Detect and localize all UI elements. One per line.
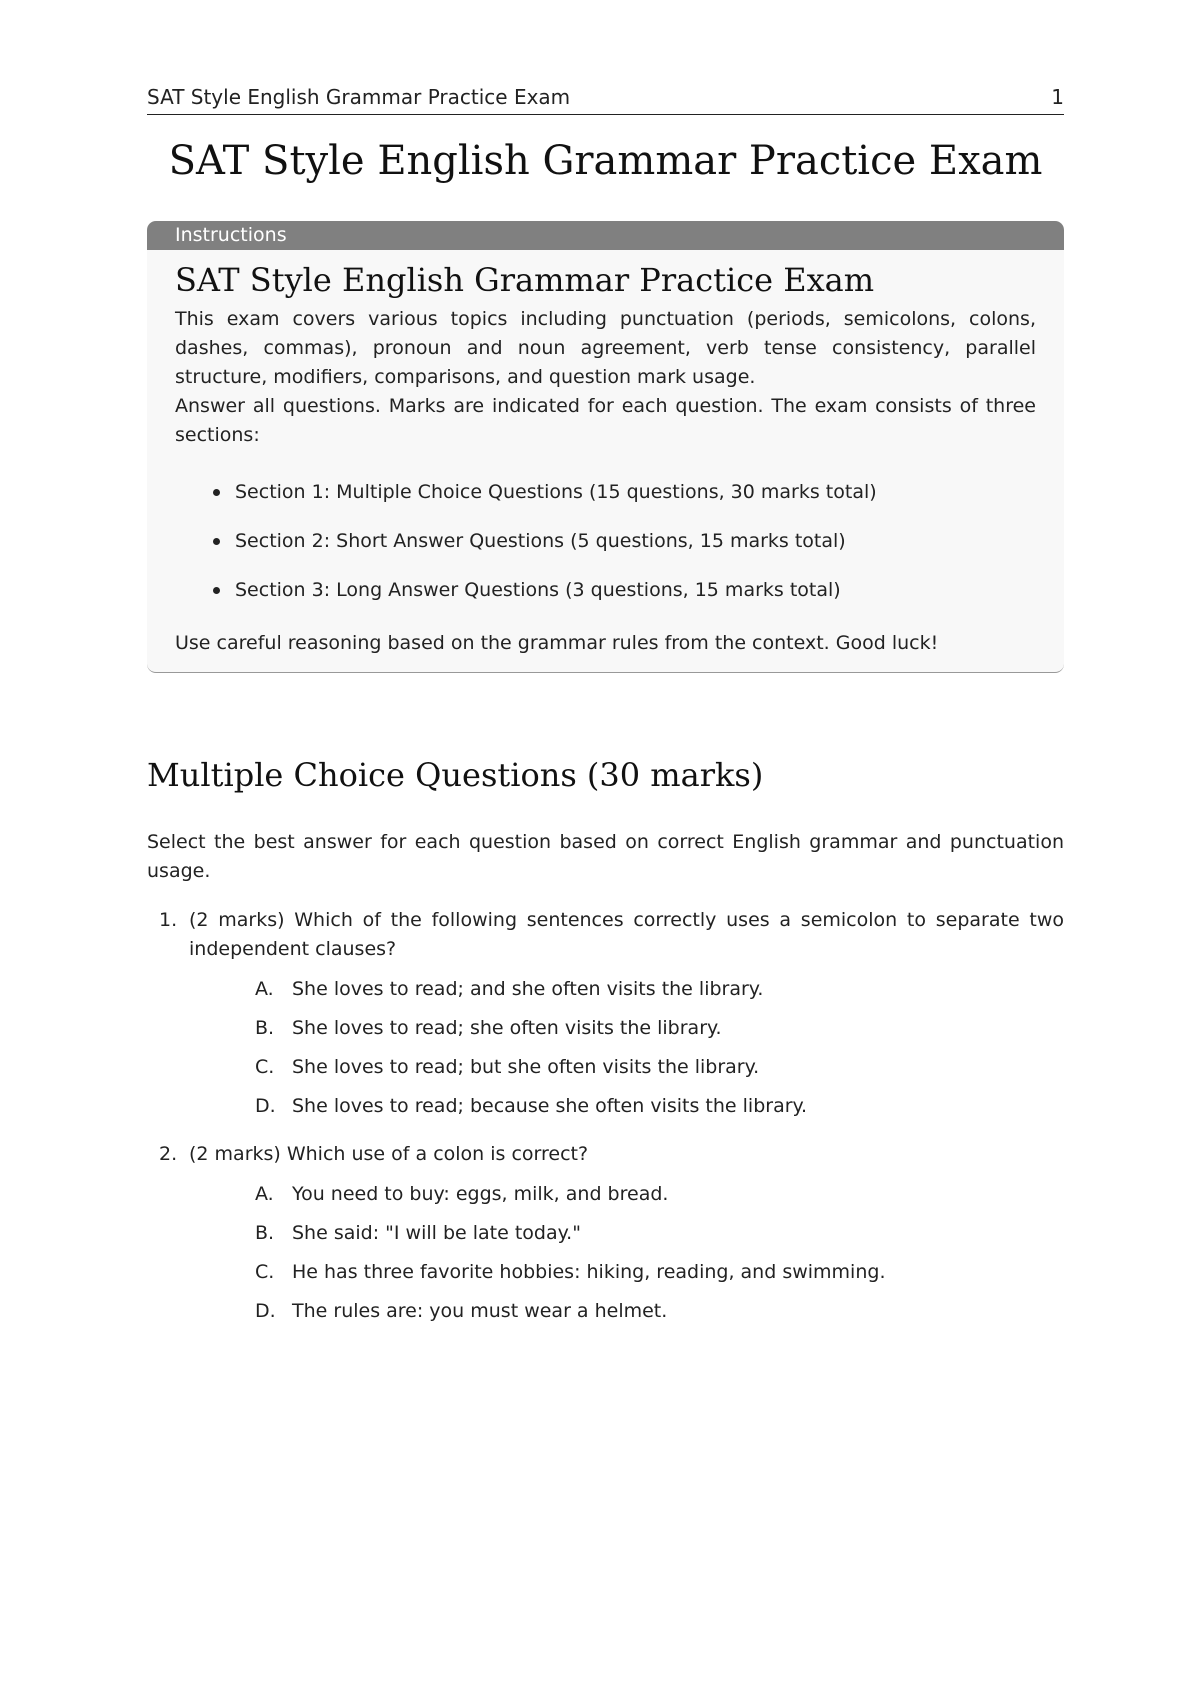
option-letter: D.: [255, 1095, 276, 1117]
instructions-paragraph-answer: Answer all questions. Marks are indicated for each question. The exam consists of three sections:: [175, 395, 1036, 446]
question-number: 1.: [159, 909, 178, 931]
option-letter: D.: [255, 1300, 276, 1322]
option-letter: A.: [255, 978, 274, 1000]
instructions-content: [175, 261, 1036, 658]
option-text: The rules are: you must wear a helmet.: [292, 1300, 668, 1322]
option-item: [147, 1175, 1064, 1214]
option-item: [147, 1048, 1064, 1087]
question-number: 2.: [159, 1143, 178, 1165]
section-list-item-text: Section 1: Multiple Choice Questions (15 questions, 30 marks total): [235, 481, 877, 503]
bullet-icon: [213, 538, 220, 545]
running-header: [147, 84, 1064, 115]
option-text: She said: "I will be late today.": [292, 1222, 581, 1244]
instructions-paragraph-topics: This exam covers various topics including punctuation (periods, semicolons, colons, dashes, commas), pronoun and noun agreement, verb tense consistency, parallel structure, modifiers, comparisons, and question mark usage.: [175, 308, 1036, 388]
section-list-item-text: Section 2: Short Answer Questions (5 questions, 15 marks total): [235, 530, 846, 552]
bullet-icon: [213, 489, 220, 496]
section-list: [175, 468, 1036, 615]
question-1: [147, 906, 1064, 1126]
option-text: He has three favorite hobbies: hiking, reading, and swimming.: [292, 1261, 886, 1283]
running-header-title: SAT Style English Grammar Practice Exam: [147, 85, 571, 109]
section-list-item: [175, 566, 1036, 615]
option-item: [147, 970, 1064, 1009]
option-item: [147, 1087, 1064, 1126]
option-item: [147, 1214, 1064, 1253]
option-text: She loves to read; because she often visits the library.: [292, 1095, 808, 1117]
option-list: [147, 1175, 1064, 1331]
section-list-item-text: Section 3: Long Answer Questions (3 questions, 15 marks total): [235, 579, 841, 601]
option-letter: C.: [255, 1056, 275, 1078]
mcq-section-intro: Select the best answer for each question based on correct English grammar and punctuation usage.: [147, 831, 1064, 882]
page-title: SAT Style English Grammar Practice Exam: [168, 138, 1043, 184]
question-text: (2 marks) Which of the following sentences correctly uses a semicolon to separate two independent clauses?: [189, 909, 1064, 960]
option-item: [147, 1253, 1064, 1292]
option-letter: C.: [255, 1261, 275, 1283]
instructions-bar: Instructions: [147, 221, 1064, 250]
section-list-item: [175, 468, 1036, 517]
option-letter: B.: [255, 1017, 275, 1039]
question-2: [147, 1140, 1064, 1331]
question-list: [147, 906, 1064, 1345]
instructions-title: SAT Style English Grammar Practice Exam: [175, 261, 875, 299]
page-number: 1: [1051, 85, 1064, 109]
instructions-closing: Use careful reasoning based on the grammar rules from the context. Good luck!: [175, 632, 939, 654]
option-text: You need to buy: eggs, milk, and bread.: [292, 1183, 669, 1205]
option-letter: A.: [255, 1183, 274, 1205]
question-text: (2 marks) Which use of a colon is correct?: [189, 1143, 589, 1165]
section-list-item: [175, 517, 1036, 566]
instructions-box: [147, 221, 1064, 673]
mcq-section-heading: Multiple Choice Questions (30 marks): [147, 756, 764, 794]
option-item: [147, 1292, 1064, 1331]
option-text: She loves to read; she often visits the library.: [292, 1017, 722, 1039]
bullet-icon: [213, 587, 220, 594]
option-text: She loves to read; and she often visits the library.: [292, 978, 764, 1000]
option-list: [147, 970, 1064, 1126]
option-letter: B.: [255, 1222, 275, 1244]
option-item: [147, 1009, 1064, 1048]
option-text: She loves to read; but she often visits the library.: [292, 1056, 760, 1078]
